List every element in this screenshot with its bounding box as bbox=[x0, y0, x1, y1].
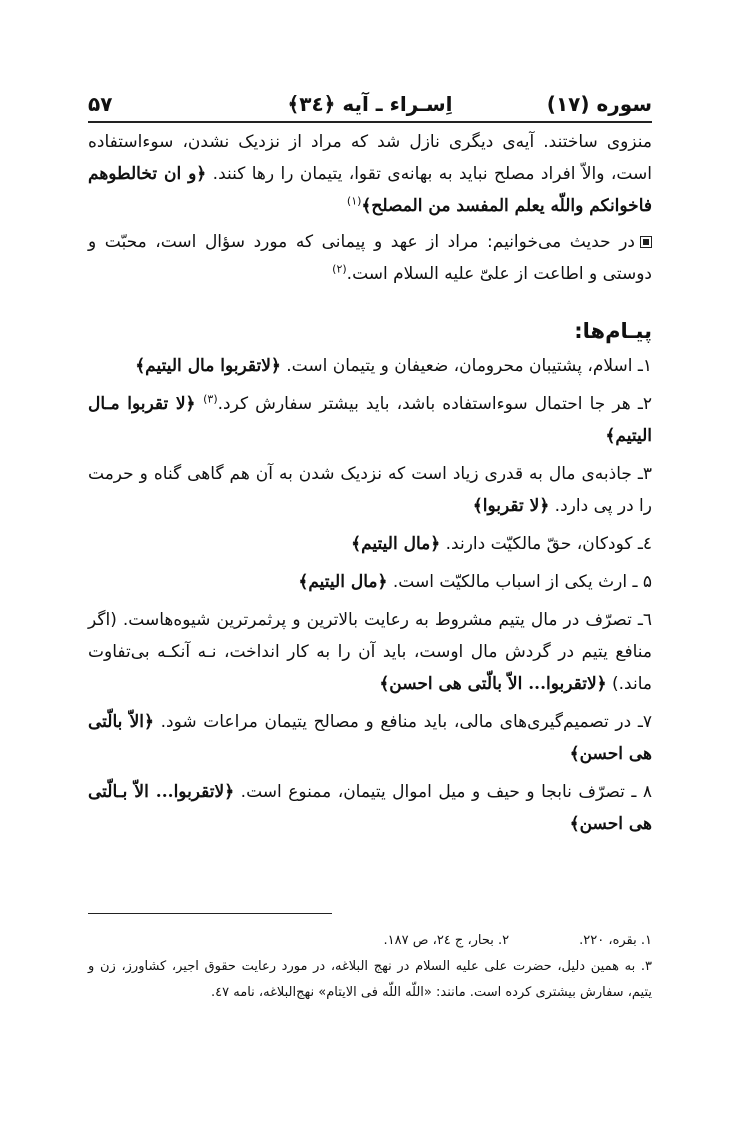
page-number: ۵۷ bbox=[88, 92, 113, 116]
footnote-ref-2: (۲) bbox=[332, 262, 347, 276]
message-item bbox=[88, 706, 652, 770]
message-item bbox=[88, 388, 652, 452]
footnote-ref-3: (۳) bbox=[203, 392, 218, 406]
hadith-text: در حدیث می‌خوانیم: مراد از عهد و پیمانی که مورد سؤال است، محبّت و دوستی و اطاعت از علیّ عليه السلام است. bbox=[88, 232, 652, 284]
surah-label: سوره (۱۷) bbox=[546, 92, 652, 116]
message-text: ٤ـ کودکان، حقّ مالکیّت دارند. bbox=[440, 534, 652, 554]
message-text: ٦ـ تصرّف در مال یتیم مشروط به رعایت بالاترین و پرثمرترین شیوه‌هاست. (اگر منافع یتیم در گردش مال اوست، باید آن را به کار انداخت، نـه آنکـه بی‌تفاوت ماند.) bbox=[88, 610, 652, 694]
footnote-1: ۱. بقره، ۲۲۰. bbox=[579, 933, 652, 948]
footnote-3: ۳. به همین دلیل، حضرت علی عليه السلام در نهج البلاغه، در مورد رعایت حقوق اجیر، کشاورز، زن و یتیم، سفارش بیشتری کرده است. مانند: «اللّه اللّه فی الایتام» نهج‌البلاغه، نامه ٤۷. bbox=[88, 959, 652, 1000]
footnote-ref-1: (۱) bbox=[346, 194, 362, 208]
square-bullet-icon bbox=[640, 236, 652, 248]
message-text: ۱ـ اسلام، پشتیبان محرومان، ضعیفان و یتیمان است. bbox=[280, 356, 652, 376]
running-header bbox=[88, 86, 652, 126]
footnote-divider bbox=[88, 913, 332, 914]
section-label: اِسـراء ـ آیه ﴿۳٤﴾ bbox=[287, 92, 453, 116]
message-item bbox=[88, 458, 652, 522]
message-item bbox=[88, 528, 652, 560]
message-item bbox=[88, 350, 652, 382]
messages-heading: پیـام‌ها: bbox=[574, 319, 652, 343]
body-text bbox=[88, 126, 652, 846]
intro-paragraph bbox=[88, 126, 652, 222]
intro-text: منزوی ساختند. آیه‌ی دیگری نازل شد که مراد از نزدیک نشدن، سوءاستفاده است، والاّ افراد مصلح نباید به بهانه‌ی تقوا، یتیمان را رها کنند. bbox=[88, 132, 652, 184]
footnote-row bbox=[88, 928, 652, 954]
message-quote: ﴿لاتقربوا... الاّ بـالّتی هی احسن﴾ bbox=[88, 782, 652, 834]
message-quote: ﴿لا تقربوا﴾ bbox=[472, 496, 550, 516]
message-quote: ﴿لاتقربوا مال الیتیم﴾ bbox=[135, 356, 281, 376]
message-text: ۲ـ هر جا احتمال سوءاستفاده باشد، باید بیشتر سفارش کرد. bbox=[217, 394, 652, 414]
message-text: ۳ـ جاذبه‌ی مال به قدری زیاد است که نزدیک شدن به آن هم گاهی گناه و حرمت را در پی دارد. bbox=[88, 464, 652, 516]
footnote-2: ۲. بحار، ج ٢٤، ص ۱۸۷. bbox=[383, 933, 510, 948]
message-quote: ﴿الاّ بالّتی هی احسن﴾ bbox=[88, 712, 652, 764]
header-divider bbox=[88, 121, 652, 123]
message-quote: ﴿مال الیتیم﴾ bbox=[351, 534, 441, 554]
footnotes bbox=[88, 928, 652, 1006]
message-quote: ﴿لا تقربوا مـال الیتیم﴾ bbox=[88, 394, 652, 446]
message-quote: ﴿مال الیتیم﴾ bbox=[298, 572, 388, 592]
message-text: ۵ ـ ارث یکی از اسباب مالکیّت است. bbox=[387, 572, 652, 592]
message-text: ۷ـ در تصمیم‌گیری‌های مالی، باید منافع و مصالح یتیمان مراعات شود. bbox=[153, 712, 652, 732]
message-item bbox=[88, 566, 652, 598]
message-quote: ﴿لاتقربوا... الاّ بالّتی هی احسن﴾ bbox=[379, 674, 607, 694]
message-item bbox=[88, 604, 652, 700]
message-text: ۸ ـ تصرّف نابجا و حیف و میل اموال یتیمان، ممنوع است. bbox=[234, 782, 652, 802]
hadith-paragraph bbox=[88, 226, 652, 290]
intro-quote: ﴿و ان تخالطوهم فاخوانکم واللّه یعلم المفسد من المصلح﴾ bbox=[88, 164, 652, 216]
message-item bbox=[88, 776, 652, 840]
